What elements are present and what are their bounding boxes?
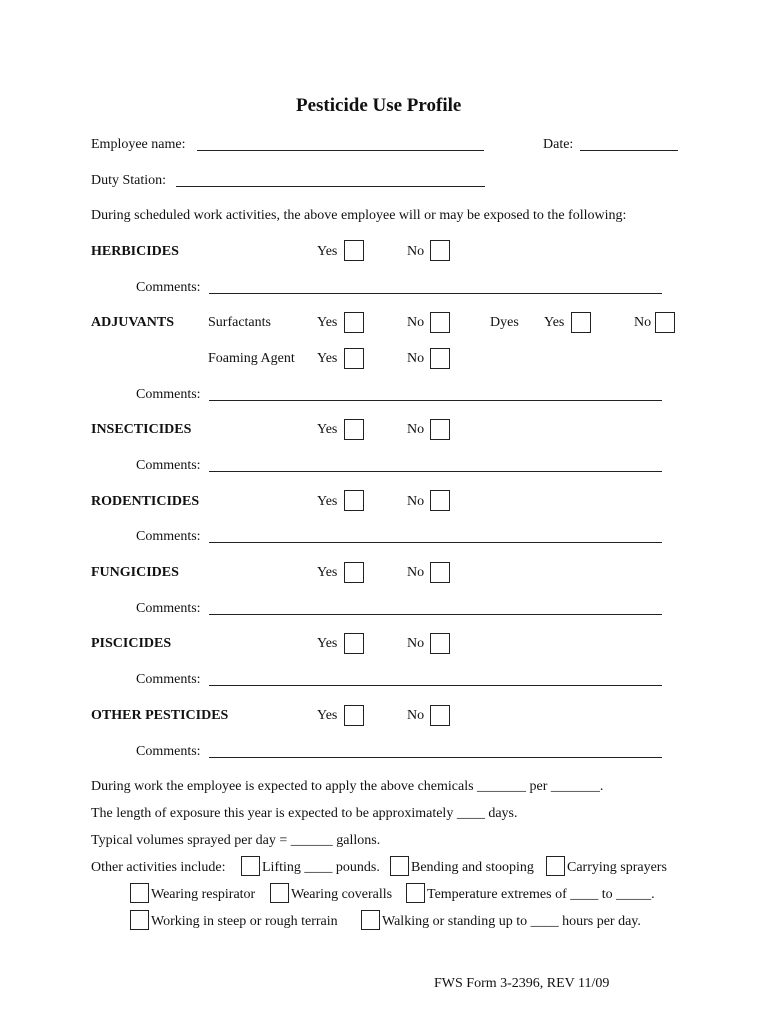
herbicides-label: HERBICIDES <box>91 244 179 259</box>
insecticides-label: INSECTICIDES <box>91 422 192 437</box>
terrain-checkbox[interactable] <box>130 910 149 930</box>
dyes-yes-checkbox[interactable] <box>571 312 591 333</box>
foaming-no-checkbox[interactable] <box>430 348 450 369</box>
other-yes-label: Yes <box>317 708 338 723</box>
other-yes-checkbox[interactable] <box>344 705 364 726</box>
employee-name-label: Employee name: <box>91 137 186 152</box>
form-title: Pesticide Use Profile <box>296 95 462 116</box>
fungicides-comments-field[interactable] <box>209 614 662 615</box>
herbicides-yes-checkbox[interactable] <box>344 240 364 261</box>
fungicides-no-label: No <box>407 565 425 580</box>
temperature-label: Temperature extremes of ____ to _____. <box>427 887 655 902</box>
piscicides-label: PISCICIDES <box>91 636 172 651</box>
adjuvants-comments-field[interactable] <box>209 400 662 401</box>
other-no-checkbox[interactable] <box>430 705 450 726</box>
rodenticides-label: RODENTICIDES <box>91 494 200 509</box>
temperature-checkbox[interactable] <box>406 883 425 903</box>
rodenticides-no-label: No <box>407 494 425 509</box>
fungicides-yes-checkbox[interactable] <box>344 562 364 583</box>
surfactants-no-checkbox[interactable] <box>430 312 450 333</box>
rodenticides-yes-checkbox[interactable] <box>344 490 364 511</box>
duty-station-label: Duty Station: <box>91 173 167 188</box>
respirator-checkbox[interactable] <box>130 883 149 903</box>
rodenticides-no-checkbox[interactable] <box>430 490 450 511</box>
insecticides-no-checkbox[interactable] <box>430 419 450 440</box>
bending-checkbox[interactable] <box>390 856 409 876</box>
date-field[interactable] <box>580 150 678 151</box>
herbicides-no-label: No <box>407 244 425 259</box>
foaming-yes-checkbox[interactable] <box>344 348 364 369</box>
piscicides-comments-field[interactable] <box>209 685 662 686</box>
insecticides-yes-checkbox[interactable] <box>344 419 364 440</box>
insecticides-no-label: No <box>407 422 425 437</box>
fungicides-label: FUNGICIDES <box>91 565 179 580</box>
foaming-agent-label: Foaming Agent <box>208 351 295 366</box>
other-activities-label: Other activities include: <box>91 860 226 875</box>
herbicides-no-checkbox[interactable] <box>430 240 450 261</box>
employee-name-field[interactable] <box>197 150 484 151</box>
walking-label: Walking or standing up to ____ hours per day. <box>382 914 641 929</box>
other-comments-label: Comments: <box>136 744 201 759</box>
dyes-label: Dyes <box>490 315 519 330</box>
coveralls-checkbox[interactable] <box>270 883 289 903</box>
herbicides-comments-label: Comments: <box>136 280 201 295</box>
insecticides-comments-field[interactable] <box>209 471 662 472</box>
other-comments-field[interactable] <box>209 757 662 758</box>
apply-frequency-text: During work the employee is expected to apply the above chemicals _______ per _______. <box>91 779 604 794</box>
dyes-no-label: No <box>634 315 652 330</box>
rodenticides-comments-label: Comments: <box>136 529 201 544</box>
adjuvants-comments-label: Comments: <box>136 387 201 402</box>
bending-label: Bending and stooping <box>411 860 534 875</box>
rodenticides-yes-label: Yes <box>317 494 338 509</box>
date-label: Date: <box>543 137 574 152</box>
foaming-no-label: No <box>407 351 425 366</box>
lifting-label: Lifting ____ pounds. <box>262 860 380 875</box>
piscicides-yes-label: Yes <box>317 636 338 651</box>
terrain-label: Working in steep or rough terrain <box>151 914 338 929</box>
piscicides-comments-label: Comments: <box>136 672 201 687</box>
volumes-text: Typical volumes sprayed per day = ______ gallons. <box>91 833 381 848</box>
walking-checkbox[interactable] <box>361 910 380 930</box>
coveralls-label: Wearing coveralls <box>291 887 393 902</box>
insecticides-yes-label: Yes <box>317 422 338 437</box>
carrying-label: Carrying sprayers <box>567 860 667 875</box>
adjuvants-label: ADJUVANTS <box>91 315 174 330</box>
dyes-no-checkbox[interactable] <box>655 312 675 333</box>
surfactants-no-label: No <box>407 315 425 330</box>
piscicides-no-label: No <box>407 636 425 651</box>
fungicides-yes-label: Yes <box>317 565 338 580</box>
piscicides-no-checkbox[interactable] <box>430 633 450 654</box>
surfactants-label: Surfactants <box>208 315 271 330</box>
other-no-label: No <box>407 708 425 723</box>
dyes-yes-label: Yes <box>544 315 565 330</box>
herbicides-comments-field[interactable] <box>209 293 662 294</box>
surfactants-yes-checkbox[interactable] <box>344 312 364 333</box>
fungicides-comments-label: Comments: <box>136 601 201 616</box>
surfactants-yes-label: Yes <box>317 315 338 330</box>
foaming-yes-label: Yes <box>317 351 338 366</box>
lifting-checkbox[interactable] <box>241 856 260 876</box>
form-number: FWS Form 3-2396, REV 11/09 <box>434 976 610 991</box>
rodenticides-comments-field[interactable] <box>209 542 662 543</box>
fungicides-no-checkbox[interactable] <box>430 562 450 583</box>
herbicides-yes-label: Yes <box>317 244 338 259</box>
exposure-length-text: The length of exposure this year is expected to be approximately ____ days. <box>91 806 518 821</box>
carrying-checkbox[interactable] <box>546 856 565 876</box>
insecticides-comments-label: Comments: <box>136 458 201 473</box>
piscicides-yes-checkbox[interactable] <box>344 633 364 654</box>
duty-station-field[interactable] <box>176 186 485 187</box>
respirator-label: Wearing respirator <box>151 887 256 902</box>
other-pesticides-label: OTHER PESTICIDES <box>91 708 229 723</box>
intro-text: During scheduled work activities, the above employee will or may be exposed to the following: <box>91 208 627 223</box>
